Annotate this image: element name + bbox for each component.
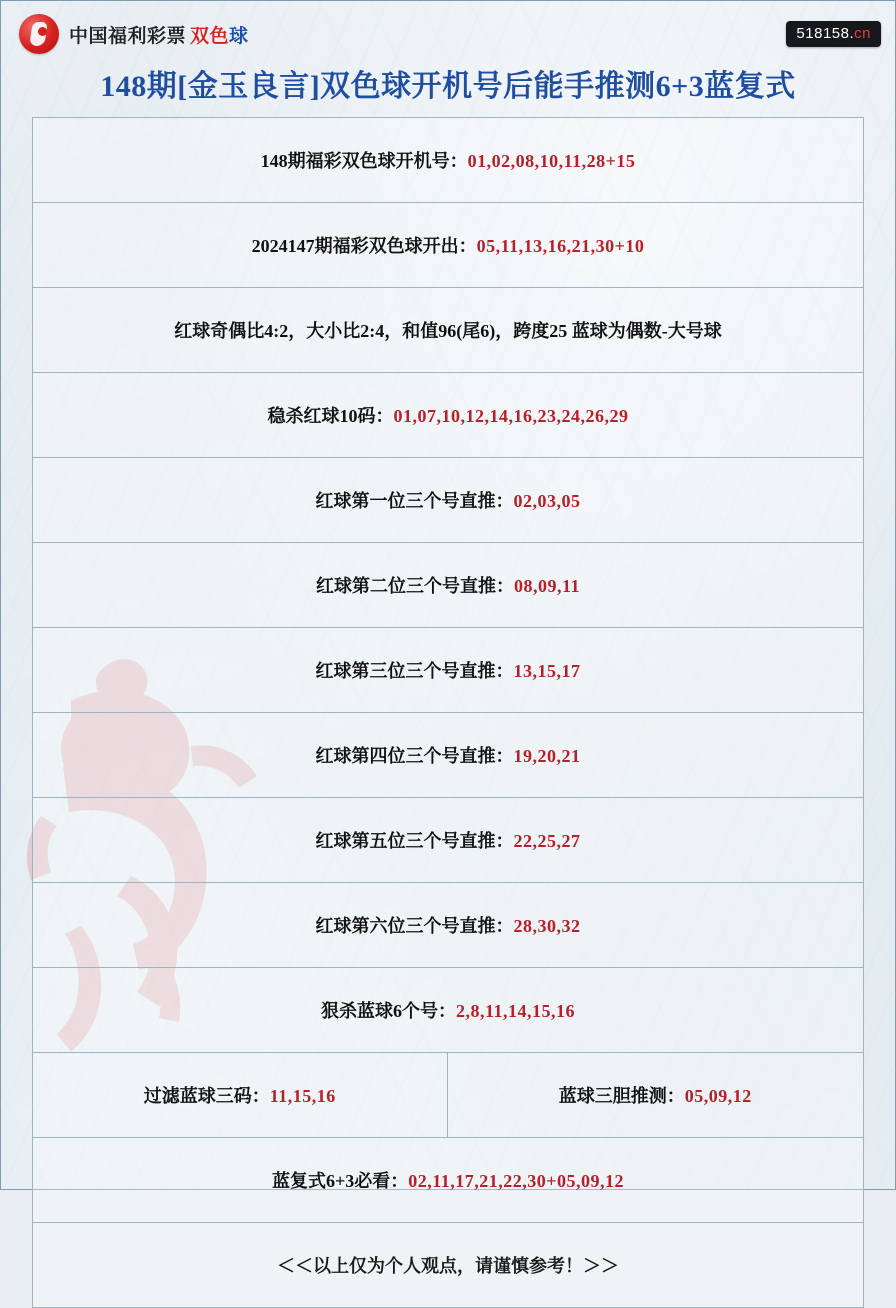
row-red-pos-6 [33, 883, 864, 968]
site-name: 518158. [796, 25, 855, 42]
row-red-pos-3 [33, 628, 864, 713]
row-label: 红球第一位三个号直推： [315, 491, 514, 511]
row-label: 红球第三位三个号直推： [315, 661, 514, 681]
table-row [33, 373, 864, 458]
row-value: 13,15,17 [513, 661, 581, 681]
row-label: 蓝球三胆推测： [558, 1086, 685, 1106]
row-label: 蓝复式6+3必看： [271, 1171, 409, 1191]
brand-product-blue: 球 [229, 25, 249, 47]
table-row [33, 713, 864, 798]
header-bar [1, 1, 895, 67]
row-red-pos-2 [33, 543, 864, 628]
table-row [33, 458, 864, 543]
row-label: 稳杀红球10码： [267, 406, 394, 426]
row-final-combination [33, 1138, 864, 1223]
row-red-pos-5 [33, 798, 864, 883]
row-label: 红球第六位三个号直推： [315, 916, 514, 936]
table-row [33, 968, 864, 1053]
site-tld: cn [854, 25, 871, 42]
table-row [33, 118, 864, 203]
row-label: 148期福彩双色球开机号： [260, 151, 468, 171]
row-label: 红球奇偶比4:2，大小比2:4，和值96(尾6)，跨度25 蓝球为偶数-大号球 [174, 321, 722, 341]
row-value: 2,8,11,14,15,16 [455, 1001, 575, 1021]
row-previous-draw [33, 203, 864, 288]
row-value: 02,03,05 [513, 491, 581, 511]
row-value: 05,09,12 [684, 1086, 752, 1106]
row-filter-blue-three [33, 1053, 448, 1138]
row-label: 红球第四位三个号直推： [315, 746, 514, 766]
table-row [33, 288, 864, 373]
table-row-split [33, 1053, 864, 1138]
row-value: 05,11,13,16,21,30+10 [476, 236, 645, 256]
row-red-pos-4 [33, 713, 864, 798]
table-row [33, 1138, 864, 1223]
row-label: 2024147期福彩双色球开出： [251, 236, 477, 256]
row-value: 19,20,21 [513, 746, 581, 766]
row-kill-blue-6 [33, 968, 864, 1053]
brand [19, 14, 249, 54]
table-row [33, 883, 864, 968]
brand-text [69, 21, 249, 48]
prediction-table-wrap [32, 117, 864, 1308]
table-row [33, 628, 864, 713]
row-open-machine-number [33, 118, 864, 203]
page-title: 148期[金玉良言]双色球开机号后能手推测6+3蓝复式 [100, 70, 796, 103]
welfare-lottery-logo-icon [19, 14, 59, 54]
row-value: 02,11,17,21,22,30+05,09,12 [408, 1171, 625, 1191]
table-row [33, 203, 864, 288]
prediction-table [32, 117, 864, 1308]
row-blue-three-dan [447, 1053, 863, 1138]
row-label: 红球第二位三个号直推： [315, 576, 514, 596]
table-row [33, 543, 864, 628]
site-watermark-chip [786, 21, 881, 47]
row-statistics [33, 288, 864, 373]
brand-product-name [190, 21, 249, 48]
row-value: 08,09,11 [513, 576, 580, 596]
disclaimer-note: ＜＜以上仅为个人观点，请谨慎参考！＞＞ [33, 1223, 864, 1308]
row-value: 28,30,32 [513, 916, 581, 936]
brand-product-red: 双色 [190, 25, 230, 47]
table-row [33, 798, 864, 883]
table-row [33, 1223, 864, 1308]
row-value: 01,02,08,10,11,28+15 [467, 151, 636, 171]
row-label: 狠杀蓝球6个号： [320, 1001, 456, 1021]
row-value: 22,25,27 [513, 831, 581, 851]
row-value: 11,15,16 [269, 1086, 336, 1106]
brand-name-cn: 中国福利彩票 [69, 25, 187, 47]
row-red-pos-1 [33, 458, 864, 543]
row-label: 过滤蓝球三码： [143, 1086, 270, 1106]
row-kill-red-10 [33, 373, 864, 458]
row-label: 红球第五位三个号直推： [315, 831, 514, 851]
row-value: 01,07,10,12,14,16,23,24,26,29 [393, 406, 629, 426]
